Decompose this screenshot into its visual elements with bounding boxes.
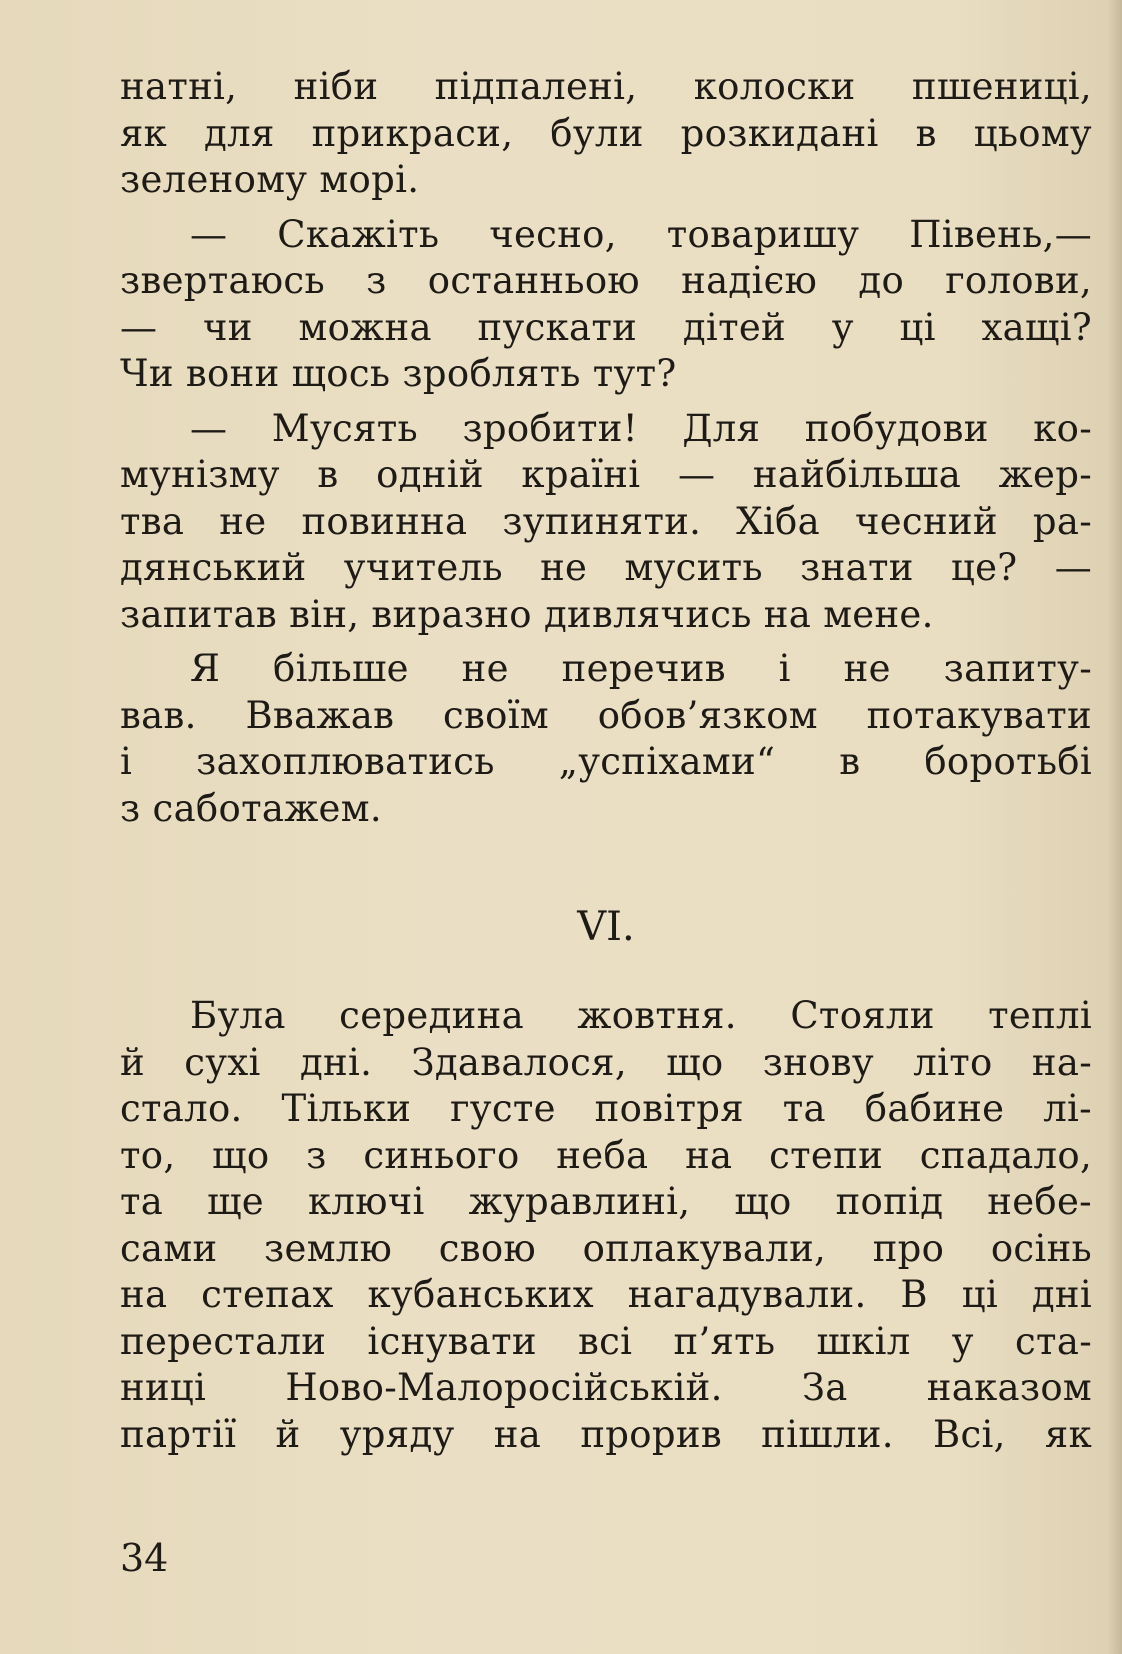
- text-line: Чи вони щось зроблять тут?: [120, 352, 677, 395]
- paragraph-gap: [120, 398, 1092, 406]
- text-line: звертаюсь з останньою надією до голови,: [120, 259, 1092, 302]
- text-line: з саботажем.: [120, 786, 382, 830]
- text-line: вав. Вважав своїм обов’язком потакувати: [120, 693, 1092, 737]
- page-edge-shadow: [1108, 0, 1122, 1654]
- text-line: — Скажіть чесно, товаришу Півень,—: [190, 212, 1092, 256]
- page-number: 34: [120, 1536, 169, 1580]
- body-text-section-2: [120, 993, 1092, 1458]
- text-line: мунізму в одній країні — найбільша жер-: [120, 453, 1092, 496]
- text-line: й сухі дні. Здавалося, що знову літо на-: [120, 1040, 1092, 1084]
- text-line: стало. Тільки густе повітря та бабине лі-: [120, 1087, 1092, 1130]
- text-line: перестали існувати всі п’ять шкіл у ста-: [120, 1319, 1092, 1363]
- chapter-heading: VI.: [577, 904, 635, 950]
- text-line: як для прикраси, були розкидані в цьому: [120, 111, 1092, 155]
- text-line: запитав він, виразно дивлячись на мене.: [120, 592, 934, 636]
- paragraph-gap: [120, 638, 1092, 646]
- text-line: натні, ніби підпалені, колоски пшениці,: [120, 65, 1092, 108]
- paragraph-gap: [120, 204, 1092, 212]
- body-text-section-1: [120, 64, 1092, 832]
- text-line: і захоплюватись „успіхами“ в боротьбі: [120, 740, 1092, 783]
- text-line: — Мусять зробити! Для побудови ко-: [190, 406, 1092, 450]
- text-line: дянський учитель не мусить знати це? —: [120, 546, 1092, 589]
- text-line: сами землю свою оплакували, про осінь: [120, 1226, 1092, 1270]
- text-line: зеленому морі.: [120, 158, 420, 201]
- text-line: Я більше не перечив і не запиту-: [190, 647, 1092, 690]
- text-line: та ще ключі журавлині, що попід небе-: [120, 1180, 1092, 1223]
- text-line: то, що з синього неба на степи спадало,: [120, 1133, 1092, 1177]
- text-line: тва не повинна зупиняти. Хіба чесний ра-: [120, 499, 1092, 543]
- text-line: — чи можна пускати дітей у ці хащі?: [120, 305, 1092, 349]
- text-line: партії й уряду на прорив пішли. Всі, як: [120, 1412, 1092, 1456]
- text-line: Була середина жовтня. Стояли теплі: [190, 994, 1092, 1037]
- text-line: на степах кубанських нагадували. В ці дні: [120, 1273, 1092, 1316]
- text-line: ниці Ново-Малоросійській. За наказом: [120, 1366, 1092, 1409]
